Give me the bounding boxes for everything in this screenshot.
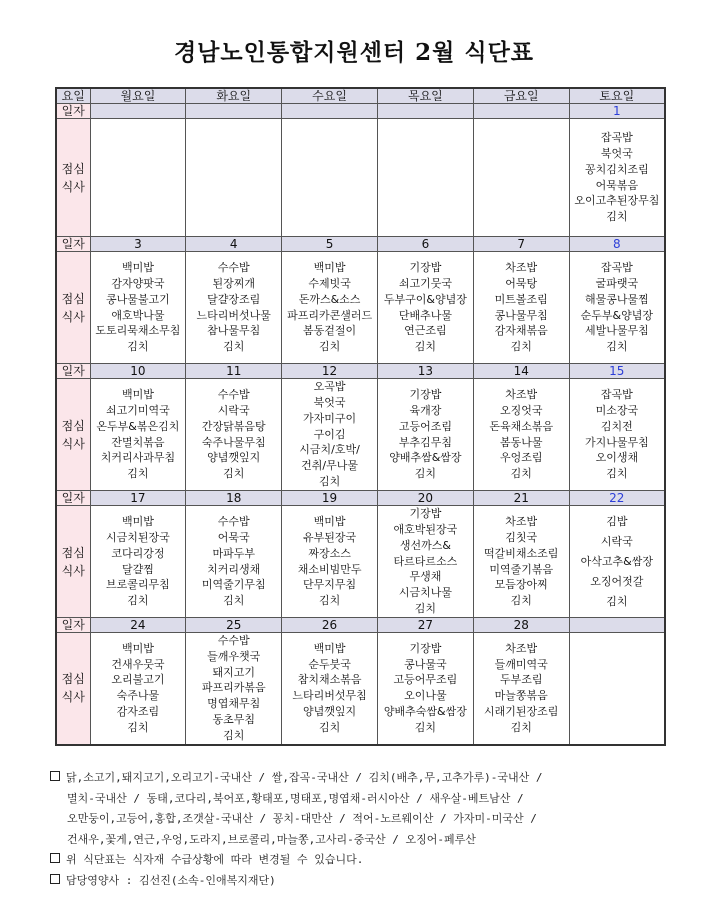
menu-item: 돈까스&소스	[298, 292, 361, 306]
menu-cell	[377, 252, 473, 364]
menu-cell	[473, 379, 569, 491]
checkbox-bullet-icon	[50, 874, 60, 884]
menu-item: 어묵탕	[505, 276, 538, 290]
menu-item: 해물콩나물찜	[584, 292, 649, 306]
menu-item: 코다리강정	[111, 546, 165, 560]
menu-item: 두부구이&양념장	[383, 292, 467, 306]
menu-item: 쇠고기미역국	[106, 403, 170, 417]
menu-cell	[569, 119, 665, 237]
menu-item: 시락국	[600, 534, 633, 548]
menu-item: 백미밥	[313, 261, 346, 275]
menu-item: 김치	[223, 340, 245, 354]
weekday-thu: 목요일	[377, 88, 473, 104]
menu-item: 수수밥	[217, 515, 250, 529]
menu-cell	[186, 252, 282, 364]
menu-item: 온두부&볶은김치	[96, 419, 180, 433]
menu-cell	[377, 633, 473, 745]
menu-item: 달걀찜	[121, 562, 154, 576]
menu-item: 오곡밥	[313, 380, 346, 394]
menu-cell	[282, 252, 378, 364]
menu-item: 건새우뭇국	[111, 657, 165, 671]
weekday-mon: 월요일	[90, 88, 186, 104]
date-cell: 1	[569, 104, 665, 119]
lunch-row-label: 점심 식사	[56, 379, 90, 491]
menu-item: 순두붓국	[308, 657, 351, 671]
date-cell: 24	[90, 618, 186, 633]
menu-item: 굴파랫국	[595, 276, 639, 290]
menu-item: 김치	[414, 720, 437, 734]
menu-item: 김치	[414, 467, 437, 481]
menu-item: 차조밥	[505, 515, 538, 529]
origin-line-3: 오만둥이,고등어,홍합,조갯살-국내산 / 꽁치-대만산 / 적어-노르웨이산 / 가자미-미국산 /	[67, 812, 537, 825]
menu-item: 생선까스&	[399, 538, 451, 552]
menu-item: 건취/무나물	[301, 459, 358, 473]
date-cell: 21	[473, 491, 569, 506]
menu-cell	[186, 633, 282, 745]
menu-item: 가자미구이	[303, 411, 357, 425]
menu-item: 김치	[606, 594, 628, 608]
menu-item: 애호박나물	[111, 308, 165, 322]
menu-cell	[473, 506, 569, 618]
menu-item: 김치	[127, 340, 149, 354]
menu-item: 파프리카콘샐러드	[287, 308, 373, 322]
menu-item: 콩나물불고기	[106, 292, 170, 306]
date-row-label: 일자	[56, 237, 90, 252]
menu-item: 기장밥	[409, 641, 442, 655]
menu-item: 백미밥	[313, 641, 346, 655]
menu-item: 마파두부	[212, 546, 255, 560]
menu-item: 부추김무침	[398, 435, 452, 449]
menu-item: 오이나물	[404, 689, 447, 703]
weekday-sat: 토요일	[569, 88, 665, 104]
menu-item: 시락국	[217, 403, 250, 417]
date-cell: 22	[569, 491, 665, 506]
menu-item: 오징엇국	[499, 403, 543, 417]
menu-item: 짜장소스	[308, 546, 351, 560]
date-cell: 17	[90, 491, 186, 506]
menu-item: 양념깻잎지	[303, 705, 357, 719]
date-cell: 11	[186, 364, 282, 379]
menu-item: 연근조림	[404, 324, 447, 338]
lunch-row	[56, 252, 665, 364]
menu-item: 미역줄기볶음	[489, 562, 554, 576]
menu-item: 감자채볶음	[494, 324, 548, 338]
menu-item: 김치	[318, 474, 341, 488]
menu-cell	[377, 379, 473, 491]
menu-item: 단무지무침	[303, 578, 357, 592]
menu-item: 세발나물무침	[584, 324, 649, 338]
meal-table	[55, 87, 666, 746]
origin-line-1: 닭,소고기,돼지고기,오리고기-국내산 / 쌀,잡곡-국내산 / 김치(배추,무,고추가루)-국내산 /	[66, 771, 543, 784]
menu-item: 오이고추된장무침	[574, 194, 660, 208]
weekday-corner: 요일	[56, 88, 90, 104]
lunch-row-label: 점심 식사	[56, 119, 90, 237]
date-row	[56, 237, 665, 252]
menu-item: 참치채소볶음	[297, 673, 362, 687]
date-row	[56, 104, 665, 119]
menu-item: 수수밥	[217, 388, 250, 402]
menu-item: 어묵국	[217, 530, 250, 544]
menu-item: 돼지고기	[212, 665, 255, 679]
menu-item: 떡갈비채소조림	[484, 546, 559, 560]
menu-item: 양배추쌈&쌈장	[389, 451, 462, 465]
menu-item: 치커리사과무침	[100, 451, 176, 465]
date-cell	[186, 104, 282, 119]
menu-cell	[282, 633, 378, 745]
menu-item: 동초무침	[212, 712, 255, 726]
origin-note	[50, 768, 690, 789]
menu-cell	[569, 252, 665, 364]
menu-item: 잡곡밥	[600, 261, 633, 275]
menu-cell	[282, 506, 378, 618]
menu-item: 김밥	[606, 514, 628, 528]
menu-item: 수수밥	[217, 634, 250, 647]
date-cell	[473, 104, 569, 119]
menu-item: 유부된장국	[303, 530, 357, 544]
menu-item: 잡곡밥	[600, 131, 633, 145]
menu-cell	[90, 252, 186, 364]
menu-cell	[186, 379, 282, 491]
menu-item: 채소비빔만두	[297, 562, 362, 576]
menu-item: 명엽채무침	[207, 697, 261, 711]
menu-item: 구이김	[313, 427, 346, 441]
menu-item: 오리불고기	[111, 673, 165, 687]
menu-item: 숙주나물	[116, 689, 160, 703]
origin-line-4: 건새우,꽃게,연근,우엉,도라지,브로콜리,마늘쫑,고사리-중국산 / 오징어-페루산	[67, 832, 476, 846]
date-cell: 6	[377, 237, 473, 252]
menu-item: 육개장	[409, 403, 442, 417]
origin-line-2: 멸치-국내산 / 동태,코다리,북어포,황태포,명태포,명엽채-러시아산 / 새우살-베트남산 /	[67, 791, 524, 805]
menu-item: 미소장국	[595, 403, 639, 417]
menu-item: 김치	[127, 467, 149, 481]
menu-item: 김치	[318, 594, 341, 608]
menu-item: 잡곡밥	[600, 388, 633, 402]
lunch-row	[56, 119, 665, 237]
menu-cell	[473, 252, 569, 364]
weekday-tue: 화요일	[186, 88, 282, 104]
menu-item: 김치	[223, 594, 245, 608]
menu-item: 오이생채	[595, 451, 639, 465]
menu-item: 감자양팟국	[111, 276, 165, 290]
menu-cell	[90, 633, 186, 745]
lunch-row-label: 점심 식사	[56, 506, 90, 618]
date-cell: 7	[473, 237, 569, 252]
menu-item: 느타리버섯무침	[292, 689, 367, 703]
menu-item: 콩나물국	[404, 657, 447, 671]
menu-item: 차조밥	[505, 641, 538, 655]
date-cell: 8	[569, 237, 665, 252]
menu-item: 두부조림	[499, 673, 543, 687]
menu-cell	[569, 379, 665, 491]
menu-item: 김치	[510, 720, 532, 734]
menu-cell	[377, 506, 473, 618]
menu-item: 느타리버섯나물	[196, 308, 271, 322]
menu-item: 모듬장아찌	[494, 578, 548, 592]
menu-item: 돈육채소볶음	[489, 419, 554, 433]
date-cell: 28	[473, 618, 569, 633]
date-row-label: 일자	[56, 104, 90, 119]
menu-cell	[282, 379, 378, 491]
menu-item: 백미밥	[121, 515, 154, 529]
menu-cell	[186, 506, 282, 618]
menu-item: 양배추숙쌈&쌈장	[383, 705, 467, 719]
menu-item: 된장찌개	[212, 276, 255, 290]
date-row	[56, 618, 665, 633]
menu-item: 김치	[414, 340, 437, 354]
menu-item: 김치	[414, 601, 437, 615]
lunch-row-label: 점심 식사	[56, 252, 90, 364]
menu-item: 무생채	[409, 570, 442, 584]
menu-item: 김치	[606, 340, 628, 354]
menu-item: 간장닭볶음탕	[201, 419, 266, 433]
menu-item: 북엇국	[600, 146, 633, 160]
menu-item: 기장밥	[409, 261, 442, 275]
weekday-header-row	[56, 88, 665, 104]
menu-item: 마늘쫑볶음	[494, 689, 548, 703]
menu-item: 백미밥	[121, 261, 154, 275]
menu-item: 숙주나물무침	[201, 435, 266, 449]
menu-item: 김치	[606, 467, 628, 481]
menu-item: 김칫국	[505, 530, 538, 544]
date-cell: 18	[186, 491, 282, 506]
menu-item: 브로콜리무침	[106, 578, 170, 592]
date-cell: 27	[377, 618, 473, 633]
dietitian-text: 담당영양사 : 김선진(소속-인애복지재단)	[66, 873, 276, 887]
date-cell	[569, 618, 665, 633]
date-cell	[282, 104, 378, 119]
menu-item: 고등어무조림	[393, 673, 458, 687]
menu-cell	[186, 119, 282, 237]
date-cell: 19	[282, 491, 378, 506]
menu-item: 수제빗국	[308, 276, 351, 290]
menu-item: 애호박된장국	[393, 523, 458, 536]
menu-item: 아삭고추&쌈장	[580, 554, 653, 568]
date-cell: 10	[90, 364, 186, 379]
menu-item: 들깨우챗국	[207, 649, 261, 663]
menu-item: 김치	[127, 594, 149, 608]
date-row	[56, 491, 665, 506]
menu-item: 양념깻잎지	[207, 451, 261, 465]
menu-item: 차조밥	[505, 261, 538, 275]
menu-item: 김치	[223, 467, 245, 481]
menu-item: 가지나물무침	[584, 435, 649, 449]
menu-item: 타르타르소스	[393, 554, 458, 568]
date-row-label: 일자	[56, 364, 90, 379]
date-row-label: 일자	[56, 618, 90, 633]
date-cell	[90, 104, 186, 119]
menu-cell	[90, 506, 186, 618]
menu-item: 시금치/호박/	[299, 443, 360, 457]
menu-item: 백미밥	[121, 641, 154, 655]
date-cell: 13	[377, 364, 473, 379]
menu-item: 김치	[510, 467, 532, 481]
lunch-row	[56, 506, 665, 618]
menu-item: 우엉조림	[499, 451, 543, 465]
dietitian-note	[50, 871, 690, 892]
menu-item: 김치	[318, 720, 341, 734]
menu-item: 쇠고기뭇국	[398, 276, 452, 290]
menu-item: 들깨미역국	[494, 657, 548, 671]
menu-cell	[282, 119, 378, 237]
menu-item: 오징어젓갈	[590, 574, 644, 588]
menu-item: 참나물무침	[207, 324, 261, 338]
menu-item: 단배추나물	[398, 308, 452, 322]
menu-item: 수수밥	[217, 261, 250, 275]
menu-cell	[377, 119, 473, 237]
menu-cell	[473, 119, 569, 237]
date-cell: 25	[186, 618, 282, 633]
menu-item: 잔멸치볶음	[111, 435, 165, 449]
page-title: 경남노인통합지원센터 2월 식단표	[173, 39, 535, 66]
menu-item: 어묵볶음	[595, 178, 639, 192]
menu-cell	[569, 633, 665, 745]
menu-item: 백미밥	[121, 388, 154, 402]
date-cell	[377, 104, 473, 119]
menu-item: 순두부&양념장	[580, 308, 653, 322]
menu-item: 김치	[510, 594, 532, 608]
checkbox-bullet-icon	[50, 853, 60, 863]
menu-item: 김치	[606, 210, 628, 224]
menu-item: 김치	[223, 728, 245, 742]
menu-item: 달걀장조림	[207, 292, 261, 306]
menu-item: 시래기된장조림	[484, 705, 559, 719]
date-cell: 20	[377, 491, 473, 506]
menu-item: 파프리카볶음	[201, 681, 266, 695]
menu-item: 시금치나물	[398, 586, 452, 600]
weekday-wed: 수요일	[282, 88, 378, 104]
menu-item: 고등어조림	[398, 419, 452, 433]
date-cell: 12	[282, 364, 378, 379]
date-row	[56, 364, 665, 379]
menu-cell	[90, 119, 186, 237]
change-notice	[50, 850, 690, 871]
menu-item: 기장밥	[409, 388, 442, 402]
menu-item: 콩나물무침	[494, 308, 548, 322]
menu-cell	[473, 633, 569, 745]
menu-item: 봄동겉절이	[303, 324, 357, 338]
menu-item: 김치전	[600, 419, 633, 433]
menu-item: 감자조림	[116, 705, 160, 719]
menu-item: 치커리생채	[207, 562, 261, 576]
checkbox-bullet-icon	[50, 771, 60, 781]
notes-section	[50, 768, 690, 891]
date-cell: 5	[282, 237, 378, 252]
menu-cell	[569, 506, 665, 618]
lunch-row	[56, 379, 665, 491]
lunch-row	[56, 633, 665, 745]
menu-item: 김치	[318, 340, 341, 354]
menu-item: 도토리묵채소무침	[95, 324, 181, 338]
lunch-row-label: 점심 식사	[56, 633, 90, 745]
menu-item: 북엇국	[313, 396, 346, 409]
date-cell: 15	[569, 364, 665, 379]
weekday-fri: 금요일	[473, 88, 569, 104]
date-cell: 4	[186, 237, 282, 252]
menu-item: 미트볼조림	[494, 292, 548, 306]
menu-item: 시금치된장국	[106, 530, 170, 544]
menu-item: 기장밥	[409, 507, 442, 521]
change-notice-text: 위 식단표는 식자재 수급상황에 따라 변경될 수 있습니다.	[66, 853, 364, 866]
date-row-label: 일자	[56, 491, 90, 506]
menu-item: 백미밥	[313, 515, 346, 529]
menu-cell	[90, 379, 186, 491]
menu-item: 봄동나물	[499, 435, 543, 449]
date-cell: 3	[90, 237, 186, 252]
menu-item: 꽁치김치조림	[584, 162, 649, 176]
date-cell: 14	[473, 364, 569, 379]
date-cell: 26	[282, 618, 378, 633]
menu-item: 김치	[510, 340, 532, 354]
menu-item: 김치	[127, 720, 149, 734]
menu-item: 차조밥	[505, 388, 538, 402]
menu-item: 미역줄기무침	[201, 578, 266, 592]
